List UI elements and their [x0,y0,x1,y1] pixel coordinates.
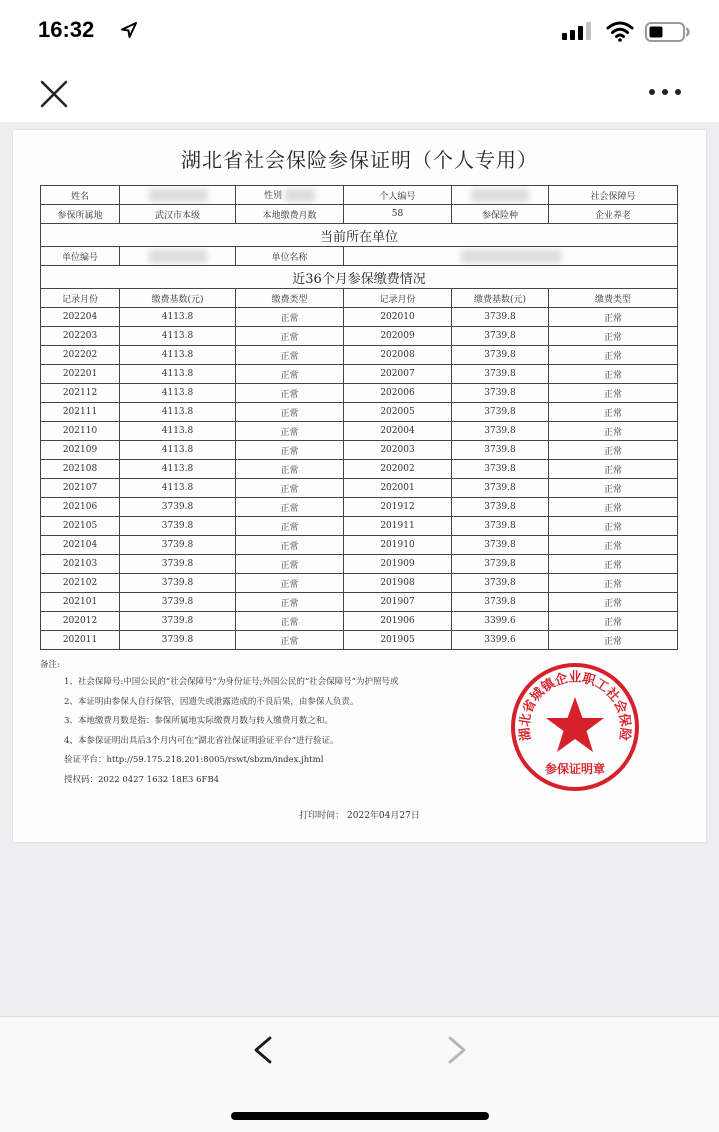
name-value [120,186,236,205]
table-cell: 3399.6 [452,631,549,650]
chevron-left-icon [250,1034,276,1066]
table-cell: 202004 [344,422,452,441]
table-cell: 3739.8 [120,517,236,536]
table-cell: 3739.8 [120,612,236,631]
table-row [41,460,678,479]
table-cell: 正常 [236,612,344,631]
region-label: 参保所属地 [41,205,120,224]
table-cell: 3739.8 [452,441,549,460]
table-cell: 正常 [549,365,678,384]
table-cell: 3739.8 [452,327,549,346]
table-cell: 正常 [549,574,678,593]
table-cell: 3739.8 [452,422,549,441]
table-cell: 202006 [344,384,452,403]
table-cell: 202003 [344,441,452,460]
unit-row [41,247,678,266]
wifi-icon [606,20,634,42]
person-no-label: 个人编号 [344,186,452,205]
table-cell: 4113.8 [120,308,236,327]
table-cell: 正常 [236,517,344,536]
history-heading: 近36个月参保缴费情况 [41,266,678,289]
table-cell: 202106 [41,498,120,517]
table-cell: 正常 [236,536,344,555]
redacted-name [149,189,207,202]
table-cell: 201912 [344,498,452,517]
table-cell: 3739.8 [120,498,236,517]
table-row [41,365,678,384]
local-months-value: 58 [344,205,452,224]
history-header-row [41,289,678,308]
table-cell: 4113.8 [120,346,236,365]
ss-no-label: 社会保障号 [590,191,636,202]
table-cell: 正常 [549,346,678,365]
gender-cell [236,186,344,205]
table-cell: 正常 [236,308,344,327]
table-cell: 正常 [549,536,678,555]
table-cell: 正常 [549,327,678,346]
table-cell: 3739.8 [452,346,549,365]
notes-title: 备注: [40,660,60,670]
table-cell: 202105 [41,517,120,536]
table-cell: 202005 [344,403,452,422]
table-row [41,593,678,612]
more-icon [646,82,686,102]
local-months-label: 本地缴费月数 [236,205,344,224]
table-cell: 3739.8 [452,517,549,536]
table-cell: 202201 [41,365,120,384]
ins-type-value: 企业养老 [549,205,678,224]
table-cell: 3399.6 [452,612,549,631]
status-time: 16:32 [38,17,95,42]
table-cell: 正常 [236,631,344,650]
table-row [41,422,678,441]
col-header: 缴费类型 [549,289,678,308]
table-cell: 3739.8 [120,536,236,555]
col-header: 记录月份 [41,289,120,308]
table-cell: 正常 [549,517,678,536]
top-nav-bar [0,62,719,122]
table-cell: 202001 [344,479,452,498]
ins-type-label: 参保险种 [452,205,549,224]
table-cell: 3739.8 [452,308,549,327]
table-cell: 202012 [41,612,120,631]
table-row [41,612,678,631]
table-cell: 202111 [41,403,120,422]
table-cell: 3739.8 [452,460,549,479]
unit-name-value [344,247,678,266]
table-cell: 201905 [344,631,452,650]
table-row [41,517,678,536]
table-cell: 202101 [41,593,120,612]
table-cell: 3739.8 [452,536,549,555]
table-cell: 201906 [344,612,452,631]
certificate-table [40,185,678,650]
table-cell: 正常 [549,479,678,498]
table-cell: 4113.8 [120,327,236,346]
table-cell: 正常 [549,631,678,650]
table-cell: 4113.8 [120,384,236,403]
table-cell: 4113.8 [120,365,236,384]
table-cell: 202010 [344,308,452,327]
close-icon [38,78,70,110]
seal-star [546,697,604,752]
table-cell: 3739.8 [452,555,549,574]
note-line: 4、本参保证明出具后3个月内可在“湖北省社保证明验证平台”进行验证。 [64,735,339,746]
redacted-gender [285,189,315,202]
table-row [41,631,678,650]
table-cell: 202104 [41,536,120,555]
table-cell: 正常 [549,555,678,574]
table-row [41,479,678,498]
table-cell: 202112 [41,384,120,403]
note-line: 3、本地缴费月数是指：参保所属地实际缴费月数与转入缴费月数之和。 [64,716,333,726]
table-cell: 正常 [549,308,678,327]
info-row-1 [41,186,678,205]
table-cell: 202009 [344,327,452,346]
table-cell: 202007 [344,365,452,384]
table-cell: 202202 [41,346,120,365]
table-cell: 正常 [236,479,344,498]
table-cell: 3739.8 [452,593,549,612]
table-cell: 正常 [236,346,344,365]
info-row-2 [41,205,678,224]
table-row [41,384,678,403]
history-heading-row [41,266,678,289]
table-cell: 正常 [236,384,344,403]
close-button[interactable] [38,78,70,110]
name-label: 姓名 [41,186,120,205]
document-title: 湖北省社会保险参保证明（个人专用） [181,148,538,172]
table-cell: 正常 [236,593,344,612]
table-cell: 202110 [41,422,120,441]
col-header: 缴费类型 [236,289,344,308]
table-cell: 202011 [41,631,120,650]
table-cell: 正常 [236,365,344,384]
current-unit-heading-row [41,224,678,247]
certificate-document [13,130,706,842]
table-cell: 4113.8 [120,403,236,422]
table-cell: 202008 [344,346,452,365]
region-value: 武汉市本级 [120,205,236,224]
more-button[interactable] [646,82,686,102]
table-cell: 201908 [344,574,452,593]
table-cell: 3739.8 [452,574,549,593]
battery-icon [645,22,691,42]
table-row [41,574,678,593]
table-cell: 201911 [344,517,452,536]
unit-no-value [120,247,236,266]
table-cell: 4113.8 [120,441,236,460]
table-cell: 202203 [41,327,120,346]
table-cell: 202002 [344,460,452,479]
table-row [41,555,678,574]
table-cell: 4113.8 [120,460,236,479]
table-cell: 202102 [41,574,120,593]
table-cell: 202103 [41,555,120,574]
table-cell: 正常 [236,555,344,574]
home-indicator[interactable] [231,1112,489,1120]
table-cell: 202109 [41,441,120,460]
person-no-value [452,186,549,205]
table-row [41,403,678,422]
table-cell: 3739.8 [120,631,236,650]
redacted-person-no [471,189,529,202]
table-cell: 3739.8 [452,498,549,517]
table-row [41,536,678,555]
unit-name-label: 单位名称 [236,247,344,266]
table-cell: 正常 [549,384,678,403]
table-cell: 正常 [236,441,344,460]
table-row [41,441,678,460]
table-cell: 正常 [236,574,344,593]
seal-ring-text: 湖北省城镇企业职工社会保险 [517,670,633,742]
redacted-unit-no [149,250,207,263]
table-cell: 202108 [41,460,120,479]
print-time: 打印时间： 2022年04月27日 [299,811,420,821]
table-cell: 正常 [236,498,344,517]
table-cell: 3739.8 [120,555,236,574]
seal-bottom-text: 参保证明章 [544,762,606,776]
table-row [41,327,678,346]
table-cell: 3739.8 [120,593,236,612]
unit-no-label: 单位编号 [41,247,120,266]
note-line: 2、本证明由参保人自行保管，因遗失或泄露造成的不良后果，由参保人负责。 [64,696,359,707]
table-cell: 正常 [549,441,678,460]
cellular-signal-icon [562,22,598,40]
col-header: 缴费基数(元) [452,289,549,308]
forward-button[interactable] [444,1034,470,1066]
table-row [41,498,678,517]
table-cell: 正常 [549,460,678,479]
col-header: 记录月份 [344,289,452,308]
table-row [41,308,678,327]
table-cell: 201909 [344,555,452,574]
table-cell: 正常 [549,498,678,517]
table-cell: 4113.8 [120,422,236,441]
table-cell: 正常 [549,612,678,631]
table-row [41,346,678,365]
table-cell: 202204 [41,308,120,327]
table-cell: 201910 [344,536,452,555]
auth-code: 授权码：2022 0427 1632 18E3 6FB4 [64,774,220,785]
table-cell: 正常 [549,403,678,422]
table-cell: 3739.8 [452,479,549,498]
official-seal [509,661,641,793]
location-arrow-icon [120,21,138,39]
redacted-unit-name [461,250,561,263]
current-unit-heading: 当前所在单位 [41,224,678,247]
ss-no-cell [549,186,678,205]
table-cell: 3739.8 [452,384,549,403]
table-cell: 4113.8 [120,479,236,498]
table-cell: 正常 [549,422,678,441]
verify-platform: 验证平台：http://59.175.218.201:8005/rswt/sbzm/index.jhtml [64,755,324,765]
note-line: 1、社会保障号:中国公民的“社会保障号”为身份证号;外国公民的“社会保障号”为护照号或 [64,677,399,687]
table-cell: 正常 [549,593,678,612]
table-cell: 3739.8 [452,365,549,384]
table-cell: 正常 [236,403,344,422]
chevron-right-icon [444,1034,470,1066]
table-cell: 202107 [41,479,120,498]
table-cell: 201907 [344,593,452,612]
gender-label: 性别 [264,191,283,201]
table-cell: 3739.8 [452,403,549,422]
table-cell: 3739.8 [120,574,236,593]
col-header: 缴费基数(元) [120,289,236,308]
table-cell: 正常 [236,422,344,441]
table-cell: 正常 [236,460,344,479]
table-cell: 正常 [236,327,344,346]
back-button[interactable] [250,1034,276,1066]
